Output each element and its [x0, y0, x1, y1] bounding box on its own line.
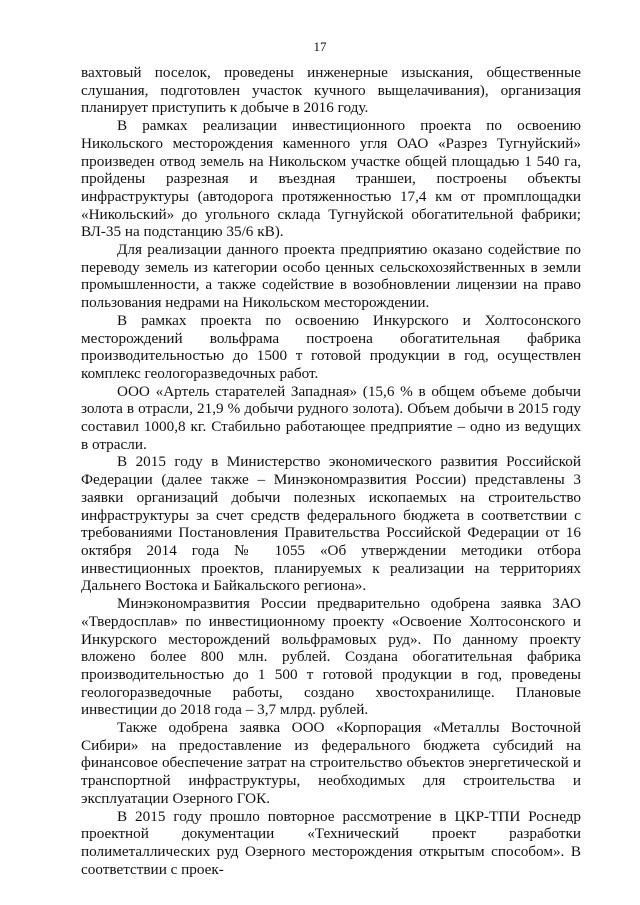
paragraph: В рамках проекта по освоению Инкурского и Холтосонского месторождений вольфрама построена обогатительная фабрика производительностью до 1500 т готовой продукции в год, осуществлен комплекс геологоразведочных работ.: [81, 311, 581, 382]
paragraph: Для реализации данного проекта предприятию оказано содействие по переводу земель из категории особо ценных сельскохозяйственных в земли промышленности, а также содействие в возобновлении лицензии на право пользования недрами на Никольском месторождении.: [81, 241, 581, 312]
body-text: [81, 64, 581, 878]
paragraph: ООО «Артель старателей Западная» (15,6 % в общем объеме добычи золота в отрасли, 21,9 % добычи рудного золота). Объем добычи в 2015 году составил 1000,8 кг. Стабильно работающее предприятие – одно из ведущих в отрасли.: [81, 382, 581, 453]
paragraph: Минэкономразвития России предварительно одобрена заявка ЗАО «Твердосплав» по инвестиционному проекту «Освоение Холтосонского и Инкурского месторождений вольфрамовых руд». По данному проекту вложено более 800 млн. рублей. Создана обогатительная фабрика производительностью до 1 500 т готовой продукции в год, проведены геологоразведочные работы, создано хвостохранилище. Плановые инвестиции до 2018 года – 3,7 млрд. рублей.: [81, 595, 581, 719]
paragraph: Также одобрена заявка ООО «Корпорация «Металлы Восточной Сибири» на предоставление из федерального бюджета субсидий на финансовое обеспечение затрат на строительство объектов энергетической и транспортной инфраструктуры, необходимых для строительства и эксплуатации Озерного ГОК.: [81, 719, 581, 807]
paragraph: В рамках реализации инвестиционного проекта по освоению Никольского месторождения каменного угля ОАО «Разрез Тугнуйский» произведен отвод земель на Никольском участке общей площадью 1 540 га, пройдены разрезная и въездная траншеи, построены объекты инфраструктуры (автодорога протяженностью 17,4 км от промплощадки «Никольский» до угольного склада Тугнуйской обогатительной фабрики; ВЛ-35 на подстанцию 35/6 кВ).: [81, 117, 581, 241]
paragraph: В 2015 году прошло повторное рассмотрение в ЦКР-ТПИ Роснедр проектной документации «Технический проект разработки полиметаллических руд Озерного месторождения открытым способом». В соответствии с проек-: [81, 807, 581, 878]
page-number: 17: [313, 39, 327, 54]
paragraph: вахтовый поселок, проведены инженерные изыскания, общественные слушания, подготовлен участок кучного выщелачивания), организация планирует приступить к добыче в 2016 году.: [81, 64, 581, 117]
paragraph: В 2015 году в Министерство экономического развития Российской Федерации (далее также – Минэкономразвития России) представлены 3 заявки организаций добычи полезных ископаемых на строительство инфраструктуры за счет средств федерального бюджета в соответствии с требованиями Постановления Правительства Российской Федерации от 16 октября 2014 года № 1055 «Об утверждении методики отбора инвестиционных проектов, планируемых к реализации на территориях Дальнего Востока и Байкальского региона».: [81, 453, 581, 595]
